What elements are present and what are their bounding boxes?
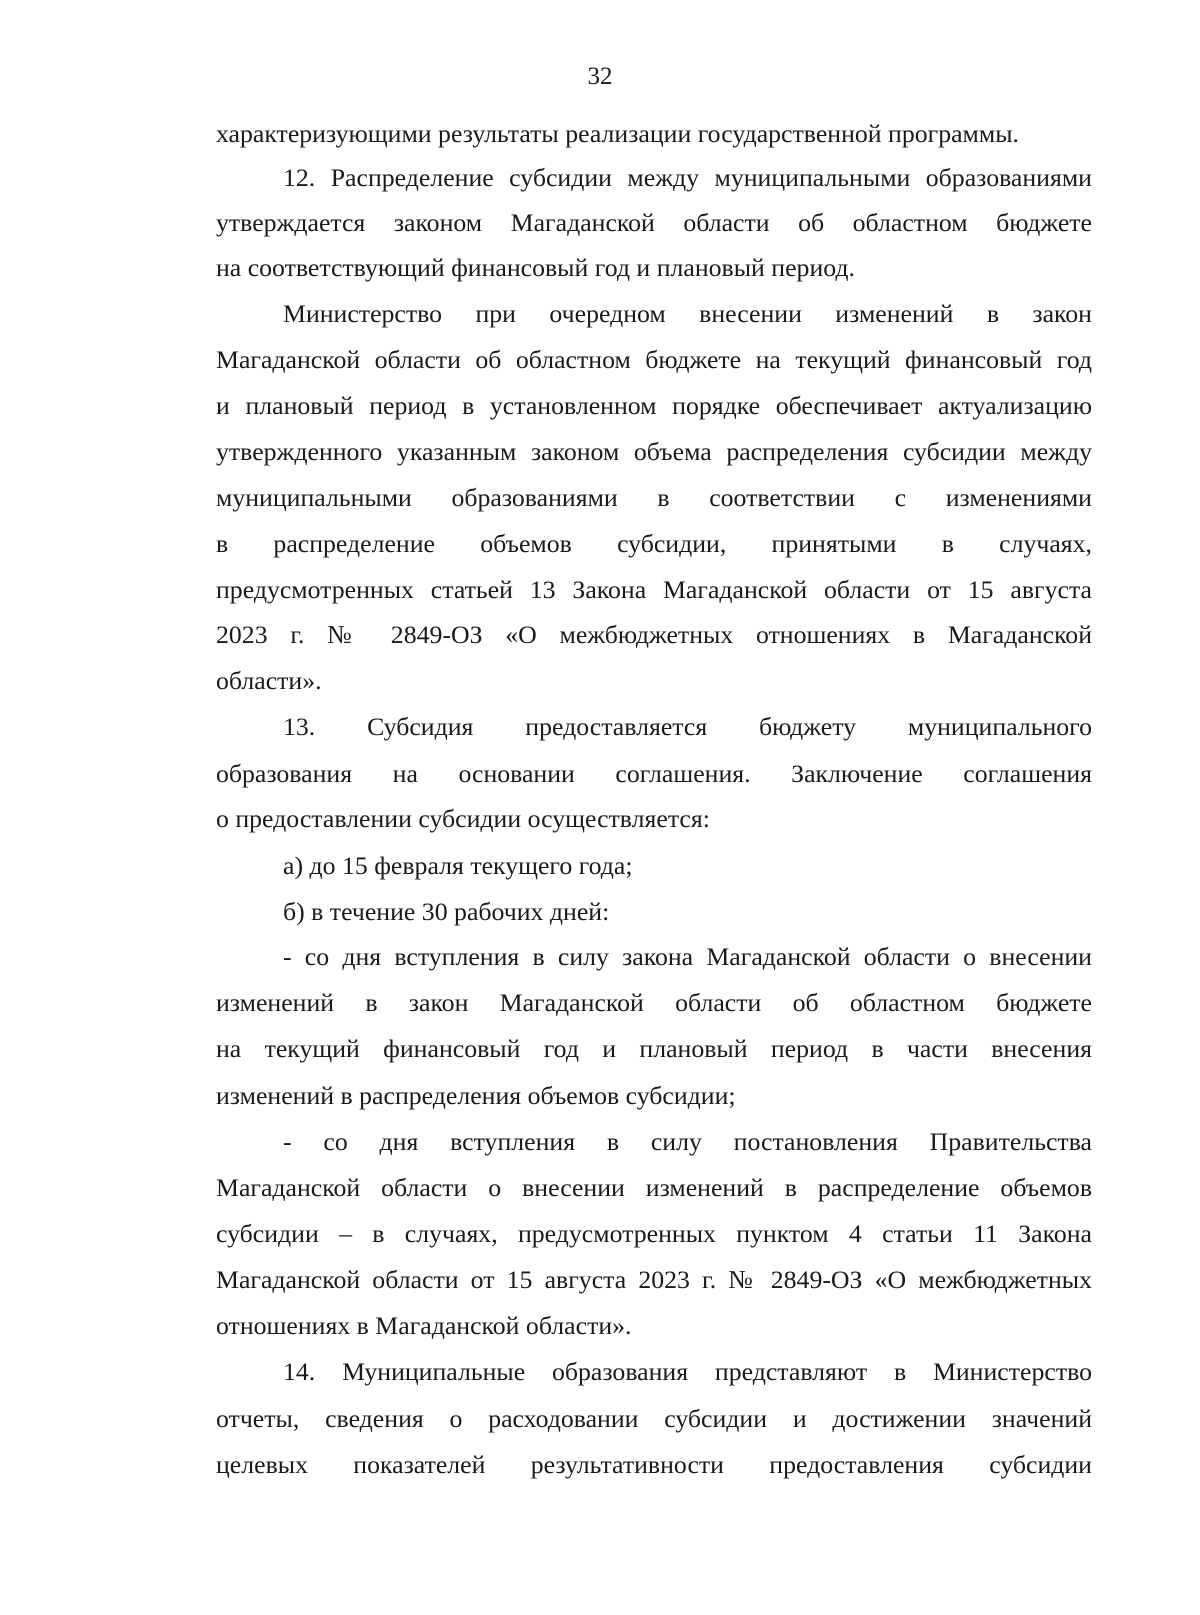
- text-line: 14. Муниципальные образования представляют в Министерство: [283, 1357, 1092, 1386]
- text-line: целевых показателей результативности предоставления субсидии: [216, 1450, 1092, 1479]
- page-number: 32: [587, 63, 613, 90]
- text-line: характеризующими результаты реализации государственной программы.: [216, 119, 1019, 148]
- text-line: изменений в распределения объемов субсидии;: [216, 1081, 736, 1110]
- text-line: - со дня вступления в силу закона Магаданской области о внесении: [283, 942, 1092, 971]
- text-line: отчеты, сведения о расходовании субсидии и достижении значений: [216, 1404, 1092, 1433]
- text-line: предусмотренных статьей 13 Закона Магаданской области от 15 августа: [216, 575, 1092, 604]
- text-line: 2023 г. № 2849-ОЗ «О межбюджетных отношениях в Магаданской: [216, 620, 1092, 649]
- text-line: на соответствующий финансовый год и плановый период.: [216, 253, 855, 282]
- text-line: отношениях в Магаданской области».: [216, 1311, 632, 1340]
- text-line: области».: [216, 666, 322, 695]
- text-line: муниципальными образованиями в соответствии с изменениями: [216, 483, 1092, 512]
- text-line: на текущий финансовый год и плановый период в части внесения: [216, 1034, 1092, 1063]
- text-line: - со дня вступления в силу постановления Правительства: [283, 1127, 1092, 1156]
- text-line: утверждается законом Магаданской области об областном бюджете: [216, 208, 1092, 237]
- text-line: и плановый период в установленном порядке обеспечивает актуализацию: [216, 391, 1092, 420]
- text-line: о предоставлении субсидии осуществляется:: [216, 804, 710, 833]
- text-line: а) до 15 февраля текущего года;: [283, 851, 633, 880]
- text-line: 13. Субсидия предоставляется бюджету муниципального: [283, 712, 1092, 741]
- text-line: 12. Распределение субсидии между муниципальными образованиями: [283, 163, 1092, 192]
- text-line: изменений в закон Магаданской области об областном бюджете: [216, 988, 1092, 1017]
- text-line: образования на основании соглашения. Заключение соглашения: [216, 759, 1092, 788]
- text-line: Магаданской области о внесении изменений в распределение объемов: [216, 1173, 1092, 1202]
- text-line: Магаданской области от 15 августа 2023 г. № 2849-ОЗ «О межбюджетных: [216, 1265, 1092, 1294]
- text-line: Магаданской области об областном бюджете на текущий финансовый год: [216, 345, 1092, 374]
- text-line: в распределение объемов субсидии, принятыми в случаях,: [216, 529, 1092, 558]
- text-line: б) в течение 30 рабочих дней:: [283, 897, 610, 926]
- text-line: субсидии – в случаях, предусмотренных пунктом 4 статьи 11 Закона: [216, 1219, 1092, 1248]
- text-line: Министерство при очередном внесении изменений в закон: [283, 299, 1092, 328]
- text-line: утвержденного указанным законом объема распределения субсидии между: [216, 437, 1092, 466]
